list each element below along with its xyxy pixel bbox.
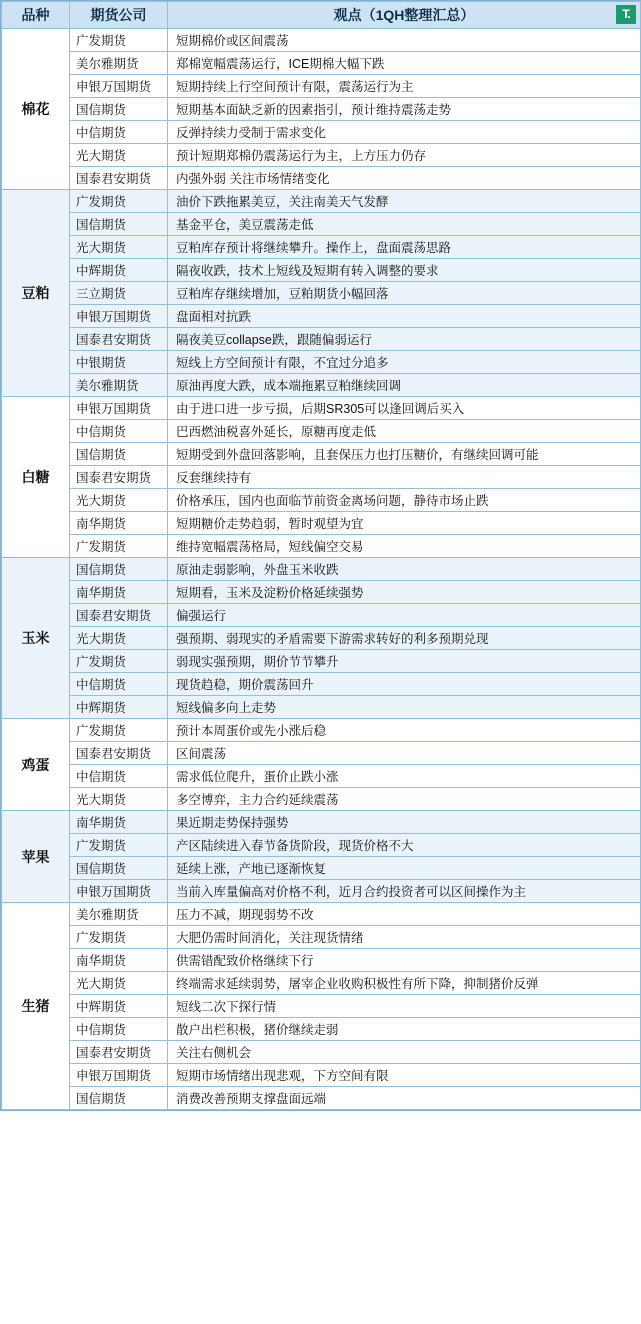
firm-cell: 国信期货 (70, 98, 168, 121)
firm-cell: 广发期货 (70, 190, 168, 213)
view-cell: 大肥仍需时间消化，关注现货情绪 (168, 926, 641, 949)
table-row (2, 420, 641, 443)
table-row (2, 443, 641, 466)
firm-cell: 广发期货 (70, 535, 168, 558)
view-cell: 需求低位爬升，蛋价止跌小涨 (168, 765, 641, 788)
table-row (2, 581, 641, 604)
view-cell: 巴西燃油税喜外延长，原糖再度走低 (168, 420, 641, 443)
view-cell: 价格承压，国内也面临节前资金离场问题，静待市场止跌 (168, 489, 641, 512)
view-cell: 预计本周蛋价或先小涨后稳 (168, 719, 641, 742)
table-row (2, 719, 641, 742)
firm-cell: 中信期货 (70, 673, 168, 696)
view-cell: 短线上方空间预计有限，不宜过分追多 (168, 351, 641, 374)
table-row (2, 903, 641, 926)
firm-cell: 中辉期货 (70, 696, 168, 719)
view-cell: 散户出栏积极，猪价继续走弱 (168, 1018, 641, 1041)
category-cell: 鸡蛋 (2, 719, 70, 811)
firm-cell: 国泰君安期货 (70, 604, 168, 627)
view-cell: 反弹持续力受制于需求变化 (168, 121, 641, 144)
firm-cell: 中信期货 (70, 121, 168, 144)
view-cell: 隔夜美豆collapse跌，跟随偏弱运行 (168, 328, 641, 351)
firm-cell: 广发期货 (70, 834, 168, 857)
view-cell: 多空博弈，主力合约延续震荡 (168, 788, 641, 811)
view-cell: 盘面相对抗跌 (168, 305, 641, 328)
opinion-table (1, 1, 641, 1110)
firm-cell: 申银万国期货 (70, 397, 168, 420)
table-row (2, 834, 641, 857)
table-row (2, 604, 641, 627)
firm-cell: 国信期货 (70, 443, 168, 466)
table-row (2, 535, 641, 558)
view-cell: 压力不减，期现弱势不改 (168, 903, 641, 926)
view-cell: 偏强运行 (168, 604, 641, 627)
firm-cell: 美尔雅期货 (70, 903, 168, 926)
table-row (2, 351, 641, 374)
table-row (2, 1018, 641, 1041)
table-row (2, 397, 641, 420)
view-cell: 豆粕库存继续增加，豆粕期货小幅回落 (168, 282, 641, 305)
category-cell: 苹果 (2, 811, 70, 903)
table-row (2, 765, 641, 788)
firm-cell: 中银期货 (70, 351, 168, 374)
category-cell: 白糖 (2, 397, 70, 558)
table-row (2, 949, 641, 972)
firm-cell: 申银万国期货 (70, 880, 168, 903)
view-cell: 果近期走势保持强势 (168, 811, 641, 834)
table-row (2, 121, 641, 144)
view-cell: 短期持续上行空间预计有限，震荡运行为主 (168, 75, 641, 98)
table-row (2, 374, 641, 397)
category-cell: 生猪 (2, 903, 70, 1110)
firm-cell: 广发期货 (70, 29, 168, 52)
firm-cell: 广发期货 (70, 719, 168, 742)
table-row (2, 696, 641, 719)
firm-cell: 美尔雅期货 (70, 374, 168, 397)
firm-cell: 美尔雅期货 (70, 52, 168, 75)
table-row (2, 236, 641, 259)
table-row (2, 489, 641, 512)
view-cell: 终端需求延续弱势，屠宰企业收购积极性有所下降，抑制猪价反弹 (168, 972, 641, 995)
firm-cell: 国泰君安期货 (70, 328, 168, 351)
view-cell: 短期糖价走势趋弱，暂时观望为宜 (168, 512, 641, 535)
table-row (2, 1087, 641, 1110)
table-row (2, 213, 641, 236)
header-view (168, 2, 641, 29)
table-row (2, 75, 641, 98)
table-row (2, 52, 641, 75)
firm-cell: 国泰君安期货 (70, 742, 168, 765)
firm-cell: 光大期货 (70, 144, 168, 167)
category-cell: 棉花 (2, 29, 70, 190)
view-cell: 短期看，玉米及淀粉价格延续强势 (168, 581, 641, 604)
firm-cell: 申银万国期货 (70, 305, 168, 328)
view-cell: 消费改善预期支撑盘面远端 (168, 1087, 641, 1110)
table-row (2, 328, 641, 351)
table-row (2, 144, 641, 167)
table-row (2, 466, 641, 489)
table-row (2, 650, 641, 673)
firm-cell: 广发期货 (70, 650, 168, 673)
view-cell: 短线二次下探行情 (168, 995, 641, 1018)
category-cell: 豆粕 (2, 190, 70, 397)
view-cell: 短期市场情绪出现悲观，下方空间有限 (168, 1064, 641, 1087)
table-row (2, 512, 641, 535)
view-cell: 豆粕库存预计将继续攀升。操作上，盘面震荡思路 (168, 236, 641, 259)
table-row (2, 788, 641, 811)
header-category: 品种 (2, 2, 70, 29)
firm-cell: 三立期货 (70, 282, 168, 305)
view-cell: 区间震荡 (168, 742, 641, 765)
table-row (2, 282, 641, 305)
view-cell: 由于进口进一步亏损，后期SR305可以逢回调后买入 (168, 397, 641, 420)
firm-cell: 国信期货 (70, 213, 168, 236)
firm-cell: 国泰君安期货 (70, 466, 168, 489)
view-cell: 内强外弱 关注市场情绪变化 (168, 167, 641, 190)
table-row (2, 673, 641, 696)
view-cell: 原油走弱影响，外盘玉米收跌 (168, 558, 641, 581)
firm-cell: 光大期货 (70, 972, 168, 995)
view-cell: 短期棉价或区间震荡 (168, 29, 641, 52)
table-row (2, 972, 641, 995)
view-cell: 弱现实强预期，期价节节攀升 (168, 650, 641, 673)
table-row (2, 1064, 641, 1087)
view-cell: 供需错配致价格继续下行 (168, 949, 641, 972)
table-row (2, 190, 641, 213)
firm-cell: 光大期货 (70, 489, 168, 512)
firm-cell: 南华期货 (70, 811, 168, 834)
firm-cell: 光大期货 (70, 788, 168, 811)
view-cell: 基金平仓，美豆震荡走低 (168, 213, 641, 236)
brand-logo-icon: T. (616, 5, 636, 24)
table-row (2, 742, 641, 765)
firm-cell: 申银万国期货 (70, 1064, 168, 1087)
firm-cell: 中辉期货 (70, 259, 168, 282)
firm-cell: 中信期货 (70, 765, 168, 788)
firm-cell: 国信期货 (70, 1087, 168, 1110)
header-firm: 期货公司 (70, 2, 168, 29)
header-view-label: 观点（1QH整理汇总） (333, 7, 475, 23)
firm-cell: 国信期货 (70, 857, 168, 880)
firm-cell: 南华期货 (70, 949, 168, 972)
table-header (2, 2, 641, 29)
table-row (2, 926, 641, 949)
firm-cell: 申银万国期货 (70, 75, 168, 98)
view-cell: 产区陆续进入春节备货阶段，现货价格不大 (168, 834, 641, 857)
view-cell: 短线偏多向上走势 (168, 696, 641, 719)
view-cell: 油价下跌拖累美豆，关注南美天气发酵 (168, 190, 641, 213)
table-row (2, 259, 641, 282)
firm-cell: 国泰君安期货 (70, 1041, 168, 1064)
firm-cell: 国信期货 (70, 558, 168, 581)
view-cell: 延续上涨，产地已逐渐恢复 (168, 857, 641, 880)
table-row (2, 857, 641, 880)
table-row (2, 1041, 641, 1064)
firm-cell: 中辉期货 (70, 995, 168, 1018)
view-cell: 关注右侧机会 (168, 1041, 641, 1064)
table-row (2, 995, 641, 1018)
table-body (2, 29, 641, 1110)
table-row (2, 558, 641, 581)
view-cell: 短期基本面缺乏新的因素指引，预计维持震荡走势 (168, 98, 641, 121)
view-cell: 隔夜收跌，技术上短线及短期有转入调整的要求 (168, 259, 641, 282)
view-cell: 强预期、弱现实的矛盾需要下游需求转好的利多预期兑现 (168, 627, 641, 650)
view-cell: 维持宽幅震荡格局，短线偏空交易 (168, 535, 641, 558)
view-cell: 反套继续持有 (168, 466, 641, 489)
firm-cell: 光大期货 (70, 236, 168, 259)
firm-cell: 中信期货 (70, 420, 168, 443)
view-cell: 郑棉宽幅震荡运行，ICE期棉大幅下跌 (168, 52, 641, 75)
table-row (2, 880, 641, 903)
view-cell: 当前入库量偏高对价格不利，近月合约投资者可以区间操作为主 (168, 880, 641, 903)
table-row (2, 627, 641, 650)
firm-cell: 南华期货 (70, 581, 168, 604)
view-cell: 预计短期郑棉仍震荡运行为主，上方压力仍存 (168, 144, 641, 167)
table-row (2, 811, 641, 834)
firm-cell: 光大期货 (70, 627, 168, 650)
table-row (2, 29, 641, 52)
view-cell: 现货趋稳，期价震荡回升 (168, 673, 641, 696)
category-cell: 玉米 (2, 558, 70, 719)
table-row (2, 98, 641, 121)
view-cell: 短期受到外盘回落影响，且套保压力也打压糖价，有继续回调可能 (168, 443, 641, 466)
firm-cell: 广发期货 (70, 926, 168, 949)
firm-cell: 中信期货 (70, 1018, 168, 1041)
table-row (2, 167, 641, 190)
table-row (2, 305, 641, 328)
firm-cell: 国泰君安期货 (70, 167, 168, 190)
firm-cell: 南华期货 (70, 512, 168, 535)
view-cell: 原油再度大跌，成本端拖累豆粕继续回调 (168, 374, 641, 397)
